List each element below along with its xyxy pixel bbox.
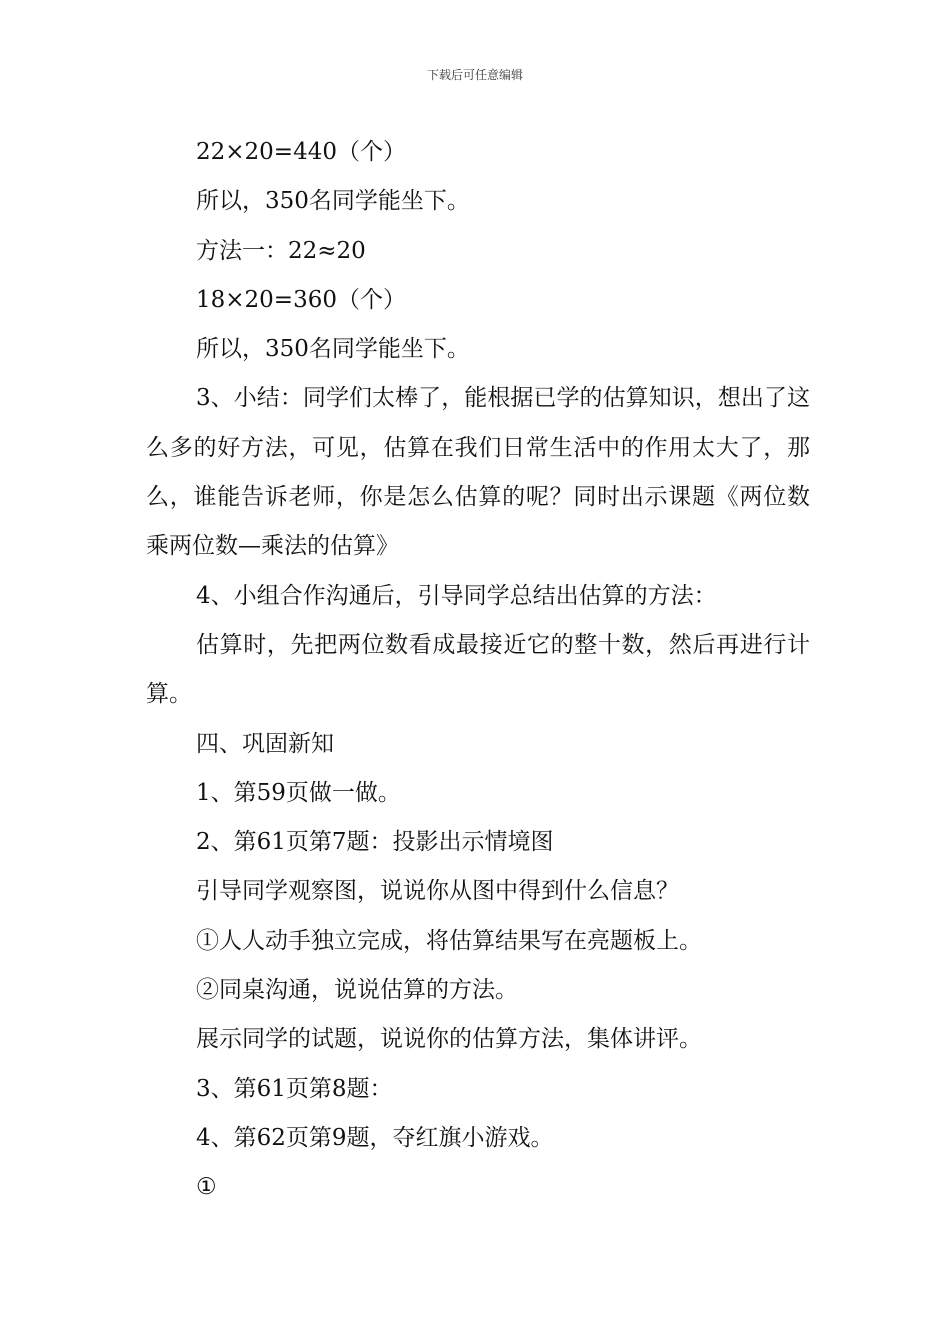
list-item: 2、第61页第7题：投影出示情境图 xyxy=(196,829,554,856)
list-item: ① xyxy=(196,1174,217,1201)
document-body xyxy=(146,128,810,1213)
calc-line-2: 18×20=360（个） xyxy=(196,286,406,313)
summary-paragraph: 3、小结：同学们太棒了，能根据已学的估算知识，想出了这么多的好方法，可见，估算在我们日常生活中的作用太大了，那么，谁能告诉老师，你是怎么估算的呢？同时出示课题《两位数乘两位数—乘法的估算》 xyxy=(146,385,810,560)
list-item: 引导同学观察图，说说你从图中得到什么信息？ xyxy=(196,878,679,905)
list-item: 4、第62页第9题，夺红旗小游戏。 xyxy=(196,1124,554,1151)
conclusion-line-2: 所以，350名同学能坐下。 xyxy=(196,336,470,363)
estimation-method-paragraph: 估算时，先把两位数看成最接近它的整十数，然后再进行计算。 xyxy=(146,631,810,708)
list-item: 展示同学的试题，说说你的估算方法，集体讲评。 xyxy=(196,1026,702,1053)
calc-line-1: 22×20=440（个） xyxy=(196,139,406,165)
list-item: 3、第61页第8题： xyxy=(196,1075,393,1102)
page-header-note: 下载后可任意编辑 xyxy=(426,68,523,82)
conclusion-line-1: 所以，350名同学能坐下。 xyxy=(196,188,470,215)
list-item: ①人人动手独立完成，将估算结果写在亮题板上。 xyxy=(196,927,702,954)
list-item: ②同桌沟通，说说估算的方法。 xyxy=(196,977,518,1004)
method-one-line: 方法一：22≈20 xyxy=(196,237,366,264)
list-item: 1、第59页做一做。 xyxy=(196,779,401,806)
section-title: 四、巩固新知 xyxy=(196,730,334,757)
step-4-line: 4、小组合作沟通后，引导同学总结出估算的方法： xyxy=(196,582,717,609)
